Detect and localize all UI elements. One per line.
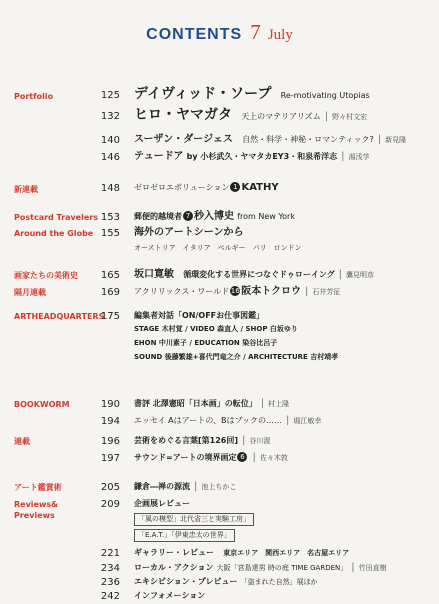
section-bookworm: BOOKWORM <box>14 400 70 409</box>
toc-entry[interactable] <box>134 181 279 195</box>
toc-entry[interactable] <box>134 497 190 511</box>
toc-entry[interactable] <box>134 575 318 589</box>
toc-entry[interactable]: 鎌倉―禅の源流 | 池上ちかこ <box>134 481 237 492</box>
page-number: 221 <box>100 548 120 559</box>
toc-entry[interactable]: 坂口寛敏 循環変化する世界につなぐドゥローイング | 鷹見明彦 <box>134 269 375 280</box>
entry-title: 企画展レビュー <box>134 499 190 508</box>
page-number: 236 <box>100 577 120 588</box>
contents-title: CONTENTS <box>146 26 243 43</box>
entry-title: 坂口寛敏 <box>134 269 174 280</box>
section-artheadquarters: ARTHEADQUARTERS <box>14 312 105 321</box>
entry-name: KATHY <box>241 182 279 193</box>
toc-entry[interactable] <box>134 546 349 560</box>
toc-entry[interactable] <box>134 589 205 603</box>
page-number: 197 <box>100 453 120 464</box>
toc-entry[interactable]: エッセイ Aはアートの、Bはブックの…… | 堀江敏幸 <box>134 415 322 426</box>
toc-entry[interactable]: アクリリックス・ワールド 16 阪本トクロウ | 石井芳征 <box>134 286 341 297</box>
entry-title: デイヴィッド・ソープ <box>134 86 272 102</box>
section-reviews: Reviews& <box>14 500 59 509</box>
entry-subtitle: Re-motivating Utopias <box>280 91 370 100</box>
page-number: 196 <box>100 436 120 447</box>
entry-title: 鎌倉―禅の源流 <box>134 482 190 491</box>
review-item[interactable] <box>134 528 235 542</box>
entry-line: EHON 中川素子 / EDUCATION 染谷比呂子 <box>134 339 278 347</box>
page-number: 146 <box>100 152 120 163</box>
entry-author: 佐々木敦 <box>259 454 288 462</box>
entry-title: アクリリックス・ワールド <box>134 287 230 296</box>
entry-author: 湯浅学 <box>348 153 370 161</box>
page-number: 205 <box>100 482 120 493</box>
section-painters-art-history: 画家たちの美術史 <box>14 271 78 280</box>
entry-title: ヒロ・ヤマガタ <box>134 107 232 123</box>
entry-title: 海外のアートシーンから <box>134 227 244 238</box>
entry-author: 池上ちかこ <box>201 483 237 491</box>
entry-title: 編集者対話「ON/OFFお仕事図鑑」 <box>134 311 265 320</box>
section-series: 連載 <box>14 437 30 446</box>
entry-title: スーザン・ダージェス <box>134 134 233 145</box>
entry-author: 村上隆 <box>268 400 290 408</box>
entry-line: SOUND 後藤繁雄+喜代門竜之介 / ARCHITECTURE 吉村靖孝 <box>134 353 339 361</box>
toc-entry[interactable]: テュードア by 小杉武久・ヤマタカEY3・和泉希洋志 | 湯浅学 <box>134 151 370 162</box>
section-portfolio: Portfolio <box>14 92 54 101</box>
section-postcard-travelers: Postcard Travelers <box>14 213 98 222</box>
entry-title: ゼロゼロエボリューション <box>134 183 230 192</box>
entry-title: 書評 北澤憲昭「日本画」の転位」 <box>134 399 257 408</box>
page-number: 125 <box>100 90 120 101</box>
toc-entry[interactable] <box>134 226 244 240</box>
page-number: 155 <box>100 228 120 239</box>
entry-title: エッセイ Aはアートの、Bはブックの…… <box>134 416 282 425</box>
entry-title: サウンド=アートの境界画定 <box>134 453 237 462</box>
entry-title: インフォメーション <box>134 591 206 600</box>
entry-location: from New York <box>237 212 295 221</box>
series-number-badge: 16 <box>230 287 240 295</box>
review-box: 「風の模型」北代省三と実験工房」 <box>134 513 254 526</box>
entry-line: STAGE 木村覚 / VIDEO 森直人 / SHOP 白坂ゆり <box>134 325 298 333</box>
entry-title-2: 秒入博史 <box>194 211 234 222</box>
issue-month: July <box>267 27 293 43</box>
entry-subtitle: 自然・科学・神秘・ロマンティック? <box>242 135 374 144</box>
series-number-badge: 1 <box>230 182 240 192</box>
section-new-series: 新連載 <box>14 185 38 194</box>
entry-subtitle: 「盗まれた自然」展ほか <box>240 578 318 586</box>
entry-subtitle: 大阪「宮島達男 時の庭 TIME GARDEN」 <box>216 564 348 572</box>
toc-entry[interactable]: ローカル・アクション 大阪「宮島達男 時の庭 TIME GARDEN」 | 竹田直樹 <box>134 562 387 573</box>
entry-author: 野々村文宏 <box>332 113 368 121</box>
review-item[interactable] <box>134 512 254 526</box>
entry-title: ローカル・アクション <box>134 563 214 572</box>
entry-author: 鷹見明彦 <box>346 271 375 279</box>
toc-entry[interactable]: スーザン・ダージェス 自然・科学・神秘・ロマンティック? | 新見隆 <box>134 134 407 145</box>
section-previews: Previews <box>14 511 55 520</box>
toc-entry[interactable]: サウンド=アートの境界画定 6 | 佐々木敦 <box>134 452 288 463</box>
entry-title-2: 阪本トクロウ <box>241 286 302 297</box>
issue-number: 7 <box>250 20 261 44</box>
entry-author: 堀江敏幸 <box>293 417 322 425</box>
section-art-appreciation: アート鑑賞術 <box>14 483 62 492</box>
series-number-badge: 7 <box>183 211 193 221</box>
page-number: 190 <box>100 399 120 410</box>
entry-subtitle: 循環変化する世界につなぐドゥローイング <box>183 270 335 279</box>
entry-title: ギャラリー・レビュー <box>134 548 214 557</box>
toc-entry[interactable] <box>134 87 370 103</box>
entry-subtitle: 天上のマテリアリズム <box>241 112 321 121</box>
toc-entry[interactable]: 芸術をめぐる言葉[第126回] | 谷川渥 <box>134 435 271 446</box>
entry-author: 竹田直樹 <box>358 564 387 572</box>
entry-title: エキシビション・プレビュー <box>134 577 238 586</box>
entry-title: 芸術をめぐる言葉[第126回] <box>134 436 239 445</box>
page-number: 169 <box>100 287 120 298</box>
contents-header <box>0 20 439 45</box>
page-number: 165 <box>100 270 120 281</box>
entry-subtitle: 東京エリア 関西エリア 名古屋エリア <box>223 549 350 557</box>
entry-title: 郵便的越境者 <box>134 212 182 221</box>
page-number: 140 <box>100 135 120 146</box>
section-bimonthly: 隔月連載 <box>14 288 46 297</box>
page-number: 194 <box>100 416 120 427</box>
page-number: 132 <box>100 111 120 122</box>
series-number-badge: 6 <box>237 452 247 462</box>
page-number: 234 <box>100 563 120 574</box>
entry-places: オーストリア イタリア ベルギー パリ ロンドン <box>134 244 302 252</box>
entry-author: 谷川渥 <box>249 437 271 445</box>
review-box: 「E.A.T.」「伊東忠太の世界」 <box>134 529 235 542</box>
toc-entry[interactable]: 書評 北澤憲昭「日本画」の転位」 | 村上隆 <box>134 398 290 409</box>
page-number: 153 <box>100 212 120 223</box>
page-number: 242 <box>100 591 120 602</box>
section-around-the-globe: Around the Globe <box>14 229 94 238</box>
toc-entry[interactable] <box>134 210 295 224</box>
entry-title: テュードア <box>134 151 184 162</box>
page-number: 148 <box>100 183 120 194</box>
page-number: 209 <box>100 499 120 510</box>
entry-author: 新見隆 <box>385 136 407 144</box>
entry-subtitle: by 小杉武久・ヤマタカEY3・和泉希洋志 <box>186 152 338 161</box>
entry-author: 石井芳征 <box>312 288 341 296</box>
toc-entry[interactable]: ヒロ・ヤマガタ 天上のマテリアリズム | 野々村文宏 <box>134 107 368 123</box>
toc-entry[interactable] <box>134 309 264 323</box>
page-number: 175 <box>100 311 120 322</box>
